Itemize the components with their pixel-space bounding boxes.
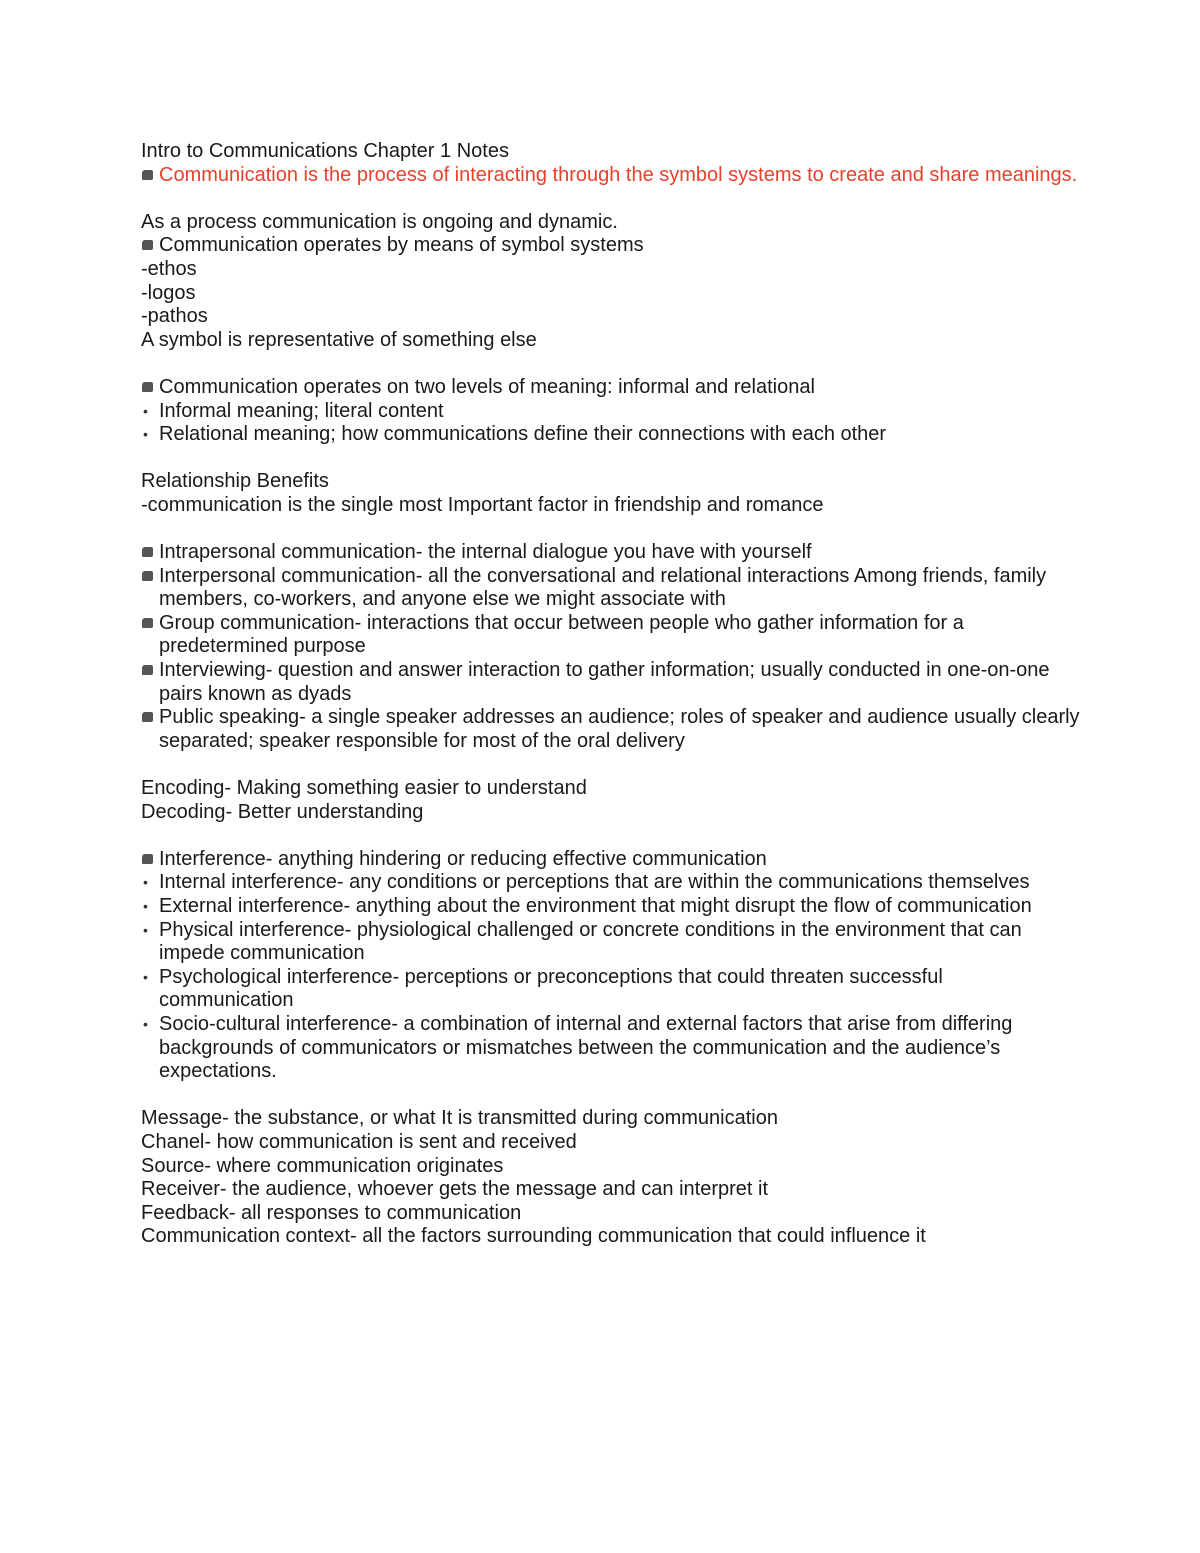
interference-sub-text: Internal interference- any conditions or perceptions that are within the communications themselves <box>159 871 1030 894</box>
interference-sub-item <box>141 966 1081 1013</box>
definition-text: Communication is the process of interacting through the symbol systems to create and share meanings. <box>159 163 1078 186</box>
type-text: Interviewing- question and answer interaction to gather information; usually conducted in one-on-one pairs known as dyads <box>159 659 1050 705</box>
interference-sub-text: Socio-cultural interference- a combination of internal and external factors that arise from differing backgrounds of communicators or mismatches between the communication and the audience’s expectations. <box>159 1012 1013 1083</box>
appeal-logos: -logos <box>141 281 196 304</box>
dot-bullet-icon: • <box>143 898 148 914</box>
interference-text: Interference- anything hindering or reducing effective communication <box>159 847 767 870</box>
interference-sub-item <box>141 1013 1081 1084</box>
square-bullet-icon <box>142 712 153 722</box>
square-bullet-icon <box>142 547 153 557</box>
term-channel: Chanel- how communication is sent and received <box>141 1130 577 1153</box>
interference-item <box>141 848 1081 872</box>
type-text: Group communication- interactions that occur between people who gather information for a predetermined purpose <box>159 611 964 658</box>
encoding-line: Encoding- Making something easier to understand <box>141 777 587 800</box>
square-bullet-icon <box>142 665 153 675</box>
interference-sub-item <box>141 895 1081 919</box>
levels-item <box>141 376 1081 400</box>
benefits-line: -communication is the single most Important factor in friendship and romance <box>141 493 824 516</box>
appeal-pathos: -pathos <box>141 305 208 328</box>
square-bullet-icon <box>142 240 153 250</box>
interference-sub-item <box>141 919 1081 966</box>
term-source: Source- where communication originates <box>141 1154 504 1177</box>
type-item <box>141 541 1081 565</box>
levels-sub-text: Relational meaning; how communications define their connections with each other <box>159 423 887 446</box>
type-text: Public speaking- a single speaker addresses an audience; roles of speaker and audience usually clearly separated; speaker responsible for most of the oral delivery <box>159 706 1080 752</box>
interference-sub-text: Psychological interference- perceptions or preconceptions that could threaten successful communication <box>159 965 943 1012</box>
type-item <box>141 612 1081 659</box>
dot-bullet-icon: • <box>143 426 148 443</box>
square-bullet-icon <box>142 170 153 180</box>
interference-sub-item <box>141 871 1081 895</box>
type-item <box>141 706 1081 753</box>
document-title: Intro to Communications Chapter 1 Notes <box>141 140 509 162</box>
dot-bullet-icon: • <box>143 968 148 985</box>
term-receiver: Receiver- the audience, whoever gets the message and can interpret it <box>141 1178 769 1201</box>
symbol-systems-text: Communication operates by means of symbol systems <box>159 234 644 257</box>
benefits-title: Relationship Benefits <box>141 470 329 493</box>
symbol-definition: A symbol is representative of something else <box>141 328 537 351</box>
definition-item <box>141 164 1081 188</box>
dot-bullet-icon: • <box>143 1015 148 1032</box>
square-bullet-icon <box>142 571 153 581</box>
term-context: Communication context- all the factors surrounding communication that could influence it <box>141 1225 926 1248</box>
decoding-line: Decoding- Better understanding <box>141 800 424 823</box>
process-line: As a process communication is ongoing and dynamic. <box>141 210 618 233</box>
interference-sub-text: External interference- anything about the environment that might disrupt the flow of communication <box>159 895 1032 917</box>
interference-sub-text: Physical interference- physiological challenged or concrete conditions in the environment that can impede communication <box>159 918 1022 965</box>
square-bullet-icon <box>142 618 153 628</box>
levels-sub-item <box>141 423 1081 447</box>
levels-text: Communication operates on two levels of meaning: informal and relational <box>159 375 815 398</box>
type-item <box>141 659 1081 706</box>
dot-bullet-icon: • <box>143 874 148 891</box>
term-message: Message- the substance, or what It is transmitted during communication <box>141 1107 778 1130</box>
symbol-systems-item <box>141 234 1081 258</box>
appeal-ethos: -ethos <box>141 257 197 280</box>
type-text: Intrapersonal communication- the internal dialogue you have with yourself <box>159 541 812 564</box>
levels-sub-text: Informal meaning; literal content <box>159 399 444 422</box>
square-bullet-icon <box>142 382 153 392</box>
dot-bullet-icon: • <box>143 402 148 419</box>
levels-sub-item <box>141 400 1081 424</box>
type-item <box>141 565 1081 612</box>
document-page <box>141 140 1081 1249</box>
dot-bullet-icon: • <box>143 921 148 938</box>
term-feedback: Feedback- all responses to communication <box>141 1201 522 1224</box>
type-text: Interpersonal communication- all the conversational and relational interactions Among friends, family members, co-workers, and anyone else we might associate with <box>159 564 1047 611</box>
square-bullet-icon <box>142 854 153 864</box>
